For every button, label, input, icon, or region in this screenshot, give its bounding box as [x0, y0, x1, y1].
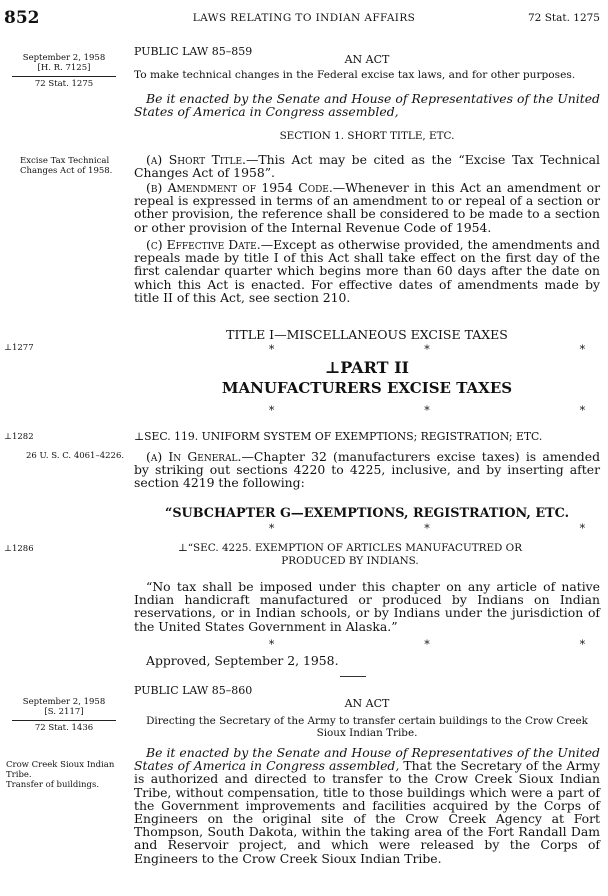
star: *: [424, 638, 430, 651]
subchapter-g-heading: “SUBCHAPTER G—EXEMPTIONS, REGISTRATION, ETC.: [164, 506, 570, 521]
general-heading: (a) In General.: [146, 449, 242, 464]
subsection-c: [134, 238, 600, 304]
law1-enacting-clause: Be it enacted by the Senate and House of Representatives of the United States of America in Congress assembled,: [134, 91, 600, 120]
margin-divider: [12, 720, 116, 721]
running-title: LAWS RELATING TO INDIAN AFFAIRS: [192, 12, 416, 24]
law1-bill: [H. R. 7125]: [37, 63, 91, 74]
title-1-heading: TITLE I—MISCELLANEOUS EXCISE TAXES: [226, 327, 508, 342]
law1-purpose: To make technical changes in the Federal excise tax laws, and for other purposes.: [134, 69, 576, 81]
law1-act-heading: AN ACT: [344, 53, 390, 66]
subsection-c-heading: (c) Effective Date.: [146, 237, 261, 252]
sec-119-heading: ⊥SEC. 119. UNIFORM SYSTEM OF EXEMPTIONS; REGISTRATION; ETC.: [134, 430, 543, 443]
law1-date: September 2, 1958: [22, 53, 106, 63]
margin-note-usc: 26 U. S. C. 4061–4226.: [26, 451, 125, 461]
subsection-a-text: —This Act may be cited as the “Excise Tax Technical Changes Act of 1958”.: [134, 152, 600, 181]
law1-title: PUBLIC LAW 85–859: [134, 45, 253, 58]
subsection-a: [134, 153, 600, 179]
law2-bill: [S. 2117]: [44, 707, 84, 718]
margin-note-excise: Excise Tax Technical Changes Act of 1958.: [20, 156, 113, 177]
law2-enacting-text: That the Secretary of the Army is authorized and directed to transfer to the Crow Creek Sioux Indian Tribe, without compensation, title to those buildings which were a part of the Government improvements and facilities acquired by the Corps of Engineers on the original site of the Crow Creek Agency at Fort Thompson, South Dakota, within the taking area of the Fort Randall Dam and Reservoir project, and which were released by the Corps of Engineers to the Crow Creek Sioux Indian Tribe.: [134, 758, 600, 866]
star: *: [424, 343, 430, 356]
subsection-b: [134, 181, 600, 234]
general-text: —Chapter 32 (manufacturers excise taxes) is amended by striking out sections 4220 to 4225, inclusive, and by inserting after section 4219 the following:: [134, 449, 601, 491]
law2-margin-block: [4, 697, 124, 734]
law2-purpose: Directing the Secretary of the Army to transfer certain buildings to the Crow Creek Sioux Indian Tribe.: [146, 715, 588, 739]
ellipsis-stars: [134, 405, 608, 417]
law2-enacting-clause: Be it enacted by the Senate and House of Representatives of the United States of America in Congress assembled,: [134, 745, 600, 774]
subsection-c-text: —Except as otherwise provided, the amendments and repeals made by title I of this Act shall take effect on the first day of the first calendar quarter which begins more than 60 days after the date on which this Act is enacted. For effective dates of amendments made by title II of this Act, see section 210.: [134, 237, 600, 305]
star: *: [424, 522, 430, 535]
law1-margin-block: [4, 53, 124, 90]
star: *: [268, 522, 275, 535]
star: *: [579, 522, 586, 535]
law2-enacting-paragraph: [134, 746, 600, 865]
star: *: [268, 343, 275, 356]
approval-line: Approved, September 2, 1958.: [146, 653, 339, 668]
subsection-b-text: —Whenever in this Act an amendment or repeal is expressed in terms of an amendment to or repeal of a section or other provision, the reference shall be considered to be made to a section or other provision of the Internal Revenue Code of 1954.: [134, 180, 600, 235]
star: *: [424, 404, 430, 417]
star: *: [579, 404, 586, 417]
stat-reference: 72 Stat. 1275: [528, 12, 600, 24]
margin-ref-1286: ⊥1286: [4, 544, 34, 554]
law2-date: September 2, 1958: [22, 697, 106, 707]
star: *: [268, 404, 275, 417]
law2-stat: 72 Stat. 1436: [34, 723, 94, 734]
subsection-b-heading: (b) Amendment of 1954 Code.: [146, 180, 333, 195]
page-number: 852: [4, 8, 40, 28]
ellipsis-stars: [134, 344, 608, 356]
star: *: [579, 343, 586, 356]
subsection-a-heading: (a) Short Title.: [146, 152, 246, 167]
margin-note-crow: [6, 760, 124, 791]
margin-note-transfer: Transfer of buildings.: [6, 780, 100, 791]
margin-divider: [12, 76, 116, 77]
sec-4225-heading: ⊥“SEC. 4225. EXEMPTION OF ARTICLES MANUFACUTRED OR PRODUCED BY INDIANS.: [177, 542, 523, 567]
section-divider: [340, 676, 366, 677]
ellipsis-stars: [134, 523, 608, 535]
margin-ref-1277: ⊥1277: [4, 343, 34, 353]
law2-act-heading: AN ACT: [344, 697, 390, 710]
law2-title: PUBLIC LAW 85–860: [134, 684, 253, 697]
star: *: [579, 638, 586, 651]
part-2-subheading: MANUFACTURERS EXCISE TAXES: [221, 379, 513, 397]
margin-note-crow-tribe: Crow Creek Sioux Indian Tribe.: [6, 760, 115, 781]
part-2-heading: ⊥PART II: [324, 358, 410, 377]
star: *: [268, 638, 275, 651]
margin-ref-1282: ⊥1282: [4, 432, 34, 442]
section-1-heading: SECTION 1. SHORT TITLE, ETC.: [279, 130, 455, 142]
no-tax-paragraph: “No tax shall be imposed under this chapter on any article of native Indian handicraft manufactured or produced by Indians on Indian reservations, or in Indian schools, or by Indians under the jurisdiction of the United States Government in Alaska.”: [134, 579, 600, 634]
ellipsis-stars: [134, 639, 608, 651]
law1-stat: 72 Stat. 1275: [34, 79, 94, 90]
general-subsection: [134, 450, 600, 490]
